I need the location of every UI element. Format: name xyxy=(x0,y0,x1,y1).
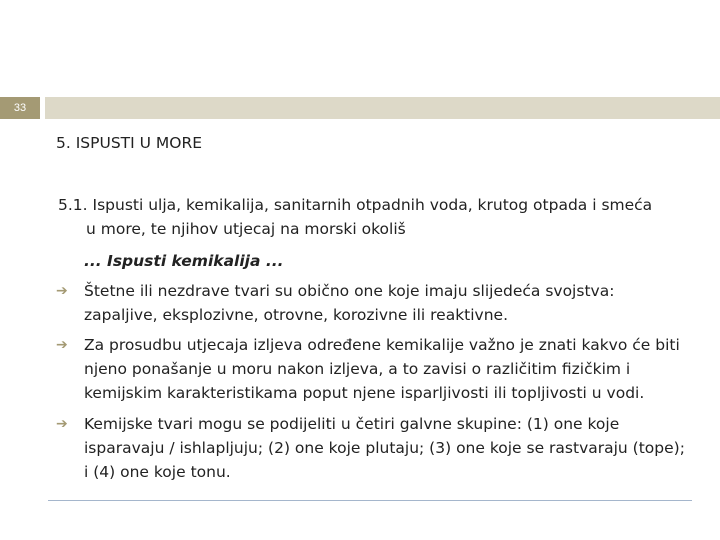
footer-divider xyxy=(48,500,692,501)
arrow-right-icon: ➔ xyxy=(56,283,68,299)
slide-number: 33 xyxy=(0,97,40,119)
sub-heading xyxy=(58,193,688,241)
sub-heading-line-2: u more, te njihov utjecaj na morski okoliš xyxy=(86,220,406,238)
sub-heading-line-1: 5.1. Ispusti ulja, kemikalija, sanitarnih otpadnih voda, krutog otpada i smeća xyxy=(58,196,653,214)
intro-text: ... Ispusti kemikalija ... xyxy=(84,252,284,270)
bullet-item xyxy=(56,333,688,405)
bullet-text: Kemijske tvari mogu se podijeliti u četiri galvne skupine: (1) one koje isparavaju / ishlapljuju; (2) one koje plutaju; (3) one koje se rastvaraju (tope); i (4) one koje tonu. xyxy=(84,415,685,481)
bullet-item xyxy=(56,279,688,327)
bullet-text: Za prosudbu utjecaja izljeva određene kemikalije važno je znati kakvo će biti njeno ponašanje u moru nakon izljeva, a to zavisi o različitim fizičkim i kemijskim karakteristikama poput njene isparljivosti ili topljivosti u vodi. xyxy=(84,336,680,402)
arrow-right-icon: ➔ xyxy=(56,416,68,432)
arrow-right-icon: ➔ xyxy=(56,337,68,353)
header-bar xyxy=(45,97,720,119)
section-title: 5. ISPUSTI U MORE xyxy=(56,134,203,152)
bullet-item xyxy=(56,412,688,484)
bullet-text: Štetne ili nezdrave tvari su obično one koje imaju slijedeća svojstva: zapaljive, eksplozivne, otrovne, korozivne ili reaktivne. xyxy=(84,282,615,324)
